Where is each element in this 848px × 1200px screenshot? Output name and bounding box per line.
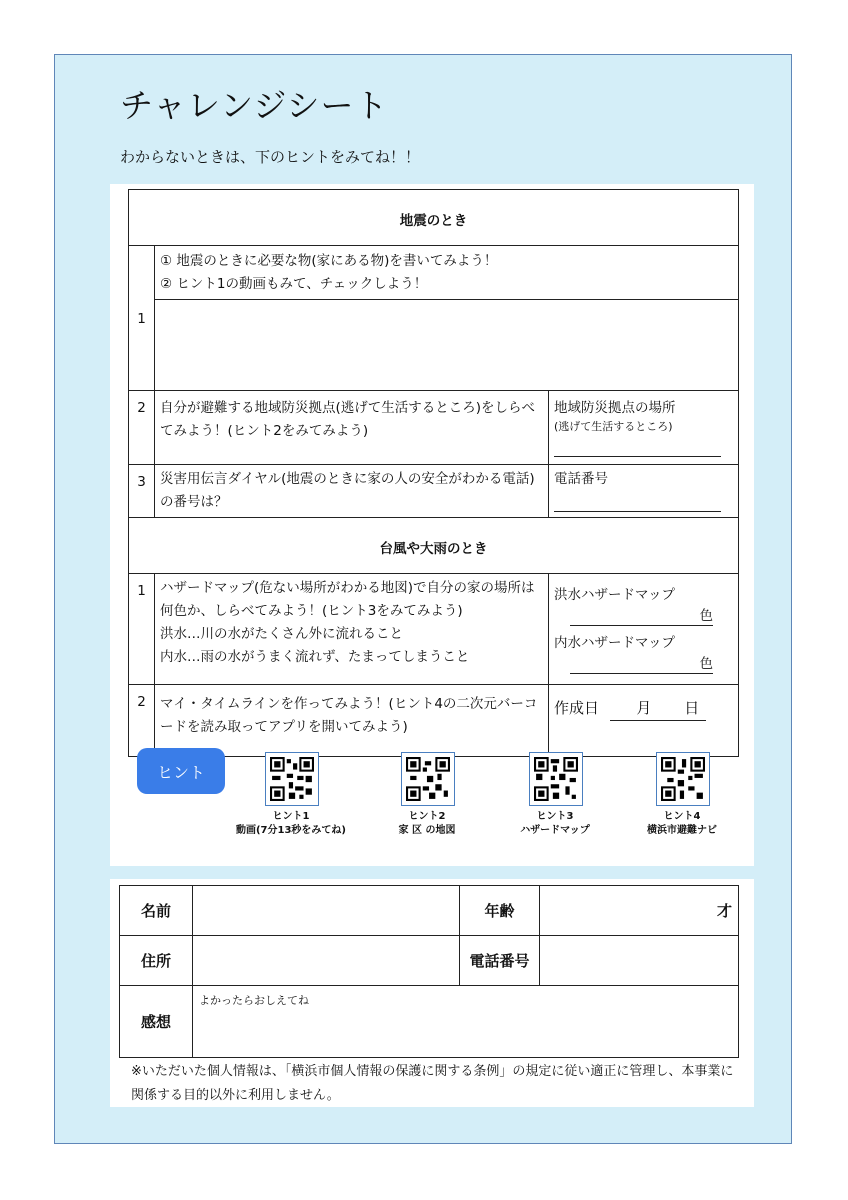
hint4-desc: 横浜市避難ナビ (647, 825, 717, 836)
address-label: 住所 (120, 936, 193, 986)
hint4-label: ヒント4 (663, 811, 701, 822)
qr-icon (406, 757, 450, 801)
feedback-label: 感想 (120, 986, 193, 1058)
hint3-label: ヒント3 (536, 811, 574, 822)
ty-q1-ans1-suffix: 色 (699, 608, 714, 624)
ty-q1-line2: 洪水…川の水がたくさん外に流れること (160, 626, 403, 642)
eq-q3-answer-label: 電話番号 (554, 471, 608, 487)
eq-q3-answer-line[interactable] (554, 493, 721, 512)
qr-icon (534, 757, 578, 801)
hint1-caption (231, 810, 351, 838)
ty-q2-date-field[interactable] (610, 697, 706, 721)
qr-code-hint3[interactable] (529, 752, 583, 806)
hint3-desc: ハザードマップ (520, 825, 590, 836)
eq-q3-text: 災害用伝言ダイヤル(地震のときに家の人の安全がわかる電話)の番号は？ (155, 465, 549, 518)
eq-q2-answer-label: 地域防災拠点の場所 (554, 400, 676, 416)
qr-icon (270, 757, 314, 801)
ty-q1-line3: 内水…雨の水がうまく流れず、たまってしまうこと (160, 649, 470, 665)
page-subtitle: わからないときは、下のヒントをみてね！！ (120, 148, 421, 166)
personal-info-form (119, 885, 739, 1058)
feedback-hint: よかったらおしえてね (199, 994, 309, 1007)
eq-q1-answer-area[interactable] (155, 300, 739, 391)
earthquake-heading: 地震のとき (129, 190, 739, 246)
qr-code-hint2[interactable] (401, 752, 455, 806)
hint1-desc: 動画(7分13秒をみてね) (235, 825, 346, 836)
ty-q2-number: 2 (129, 685, 155, 757)
qr-code-hint4[interactable] (656, 752, 710, 806)
name-field[interactable] (193, 886, 460, 936)
questions-table (128, 189, 739, 757)
ty-q1-ans1-line[interactable] (570, 607, 713, 626)
eq-q3-number: 3 (129, 465, 155, 518)
address-field[interactable] (193, 936, 460, 986)
eq-q1-line1: ① 地震のときに必要な物(家にある物)を書いてみよう！ (160, 253, 498, 269)
typhoon-heading: 台風や大雨のとき (129, 518, 739, 574)
age-field[interactable] (540, 886, 739, 936)
feedback-field[interactable] (193, 986, 739, 1058)
eq-q1-number: 1 (129, 246, 155, 391)
age-unit: 才 (716, 902, 732, 920)
ty-q1-ans2-label: 内水ハザードマップ (554, 635, 675, 651)
eq-q2-text: 自分が避難する地域防災拠点(逃げて生活するところ)をしらべてみよう！(ヒント2をみてみよう) (155, 391, 549, 465)
name-label: 名前 (120, 886, 193, 936)
hint2-label: ヒント2 (408, 811, 446, 822)
eq-q2-answer-sub: (逃げて生活するところ) (554, 420, 673, 433)
hint1-label: ヒント1 (272, 811, 310, 822)
ty-q1-line1: ハザードマップ(危ない場所がわかる地図)で自分の家の場所は何色か、しらべてみよう！(ヒント3をみてみよう) (160, 580, 535, 619)
qr-icon (661, 757, 705, 801)
eq-q2-number: 2 (129, 391, 155, 465)
page-title: チャレンジシート (120, 86, 389, 125)
hint3-caption (495, 810, 615, 838)
eq-q2-answer-line[interactable] (554, 438, 721, 457)
ty-q2-day: 日 (684, 699, 700, 717)
eq-q1-line2: ② ヒント1の動画もみて、チェックしよう！ (160, 276, 428, 292)
hint2-desc: 家 区 の地図 (398, 825, 456, 836)
ty-q1-ans1-label: 洪水ハザードマップ (554, 587, 675, 603)
ty-q2-text: マイ・タイムラインを作ってみよう！(ヒント4の二次元バーコードを読み取ってアプリを開いてみよう) (155, 685, 549, 757)
phone-field[interactable] (540, 936, 739, 986)
hint2-caption (367, 810, 487, 838)
privacy-notice: ※いただいた個人情報は、「横浜市個人情報の保護に関する条例」の規定に従い適正に管理し、本事業に関係する目的以外に利用しません。 (131, 1064, 734, 1103)
ty-q1-ans2-suffix: 色 (699, 656, 714, 672)
ty-q2-date-label: 作成日 (554, 699, 600, 717)
ty-q2-month: 月 (636, 699, 652, 717)
hint-button[interactable]: ヒント (137, 748, 225, 794)
ty-q1-ans2-line[interactable] (570, 655, 713, 674)
age-label: 年齢 (460, 886, 540, 936)
qr-code-hint1[interactable] (265, 752, 319, 806)
hint4-caption (622, 810, 742, 838)
ty-q1-number: 1 (129, 574, 155, 685)
phone-label: 電話番号 (460, 936, 540, 986)
